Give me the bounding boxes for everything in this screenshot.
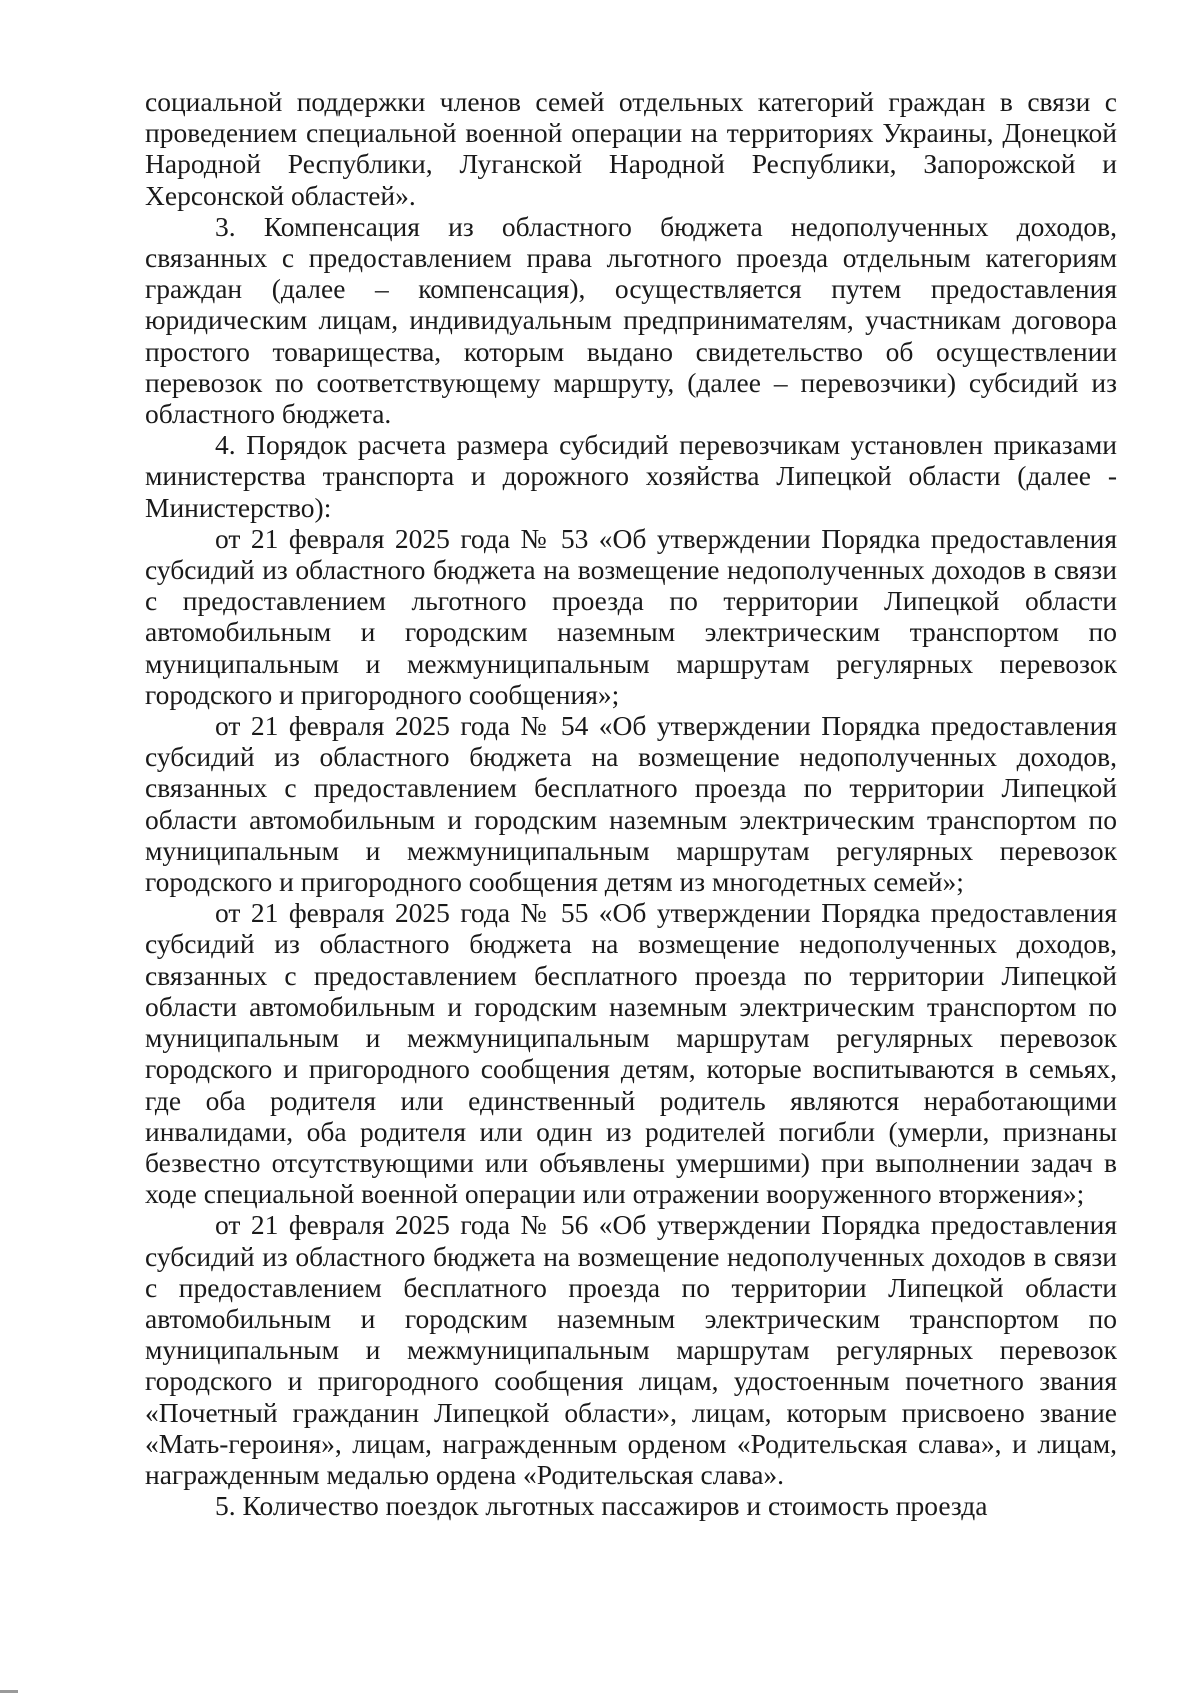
document-body	[145, 86, 1117, 1521]
paragraph-continuation: социальной поддержки членов семей отдельных категорий граждан в связи с проведением специальной военной операции на территориях Украины, Донецкой Народной Республики, Луганской Народной Республики, Запорожской и Херсонской областей».	[145, 86, 1117, 211]
paragraph-order-55: от 21 февраля 2025 года № 55 «Об утверждении Порядка предоставления субсидий из областного бюджета на возмещение недополученных доходов, связанных с предоставлением бесплатного проезда по территории Липецкой области автомобильным и городским наземным электрическим транспортом по муниципальным и межмуниципальным маршрутам регулярных перевозок городского и пригородного сообщения детям, которые воспитываются в семьях, где оба родителя или единственный родитель являются неработающими инвалидами, оба родителя или один из родителей погибли (умерли, признаны безвестно отсутствующими или объявлены умершими) при выполнении задач в ходе специальной военной операции или отражении вооруженного вторжения»;	[145, 897, 1117, 1210]
scan-edge-mark	[0, 1690, 18, 1693]
paragraph-order-53: от 21 февраля 2025 года № 53 «Об утверждении Порядка предоставления субсидий из областного бюджета на возмещение недополученных доходов в связи с предоставлением льготного проезда по территории Липецкой области автомобильным и городским наземным электрическим транспортом по муниципальным и межмуниципальным маршрутам регулярных перевозок городского и пригородного сообщения»;	[145, 522, 1117, 710]
paragraph-order-56: от 21 февраля 2025 года № 56 «Об утверждении Порядка предоставления субсидий из областного бюджета на возмещение недополученных доходов в связи с предоставлением бесплатного проезда по территории Липецкой области автомобильным и городским наземным электрическим транспортом по муниципальным и межмуниципальным маршрутам регулярных перевозок городского и пригородного сообщения лицам, удостоенным почетного звания «Почетный гражданин Липецкой области», лицам, которым присвоено звание «Мать-героиня», лицам, награжденным орденом «Родительская слава», и лицам, награжденным медалью ордена «Родительская слава».	[145, 1209, 1117, 1490]
paragraph-order-54: от 21 февраля 2025 года № 54 «Об утверждении Порядка предоставления субсидий из областного бюджета на возмещение недополученных доходов, связанных с предоставлением бесплатного проезда по территории Липецкой области автомобильным и городским наземным электрическим транспортом по муниципальным и межмуниципальным маршрутам регулярных перевозок городского и пригородного сообщения детям из многодетных семей»;	[145, 710, 1117, 898]
paragraph-item-4: 4. Порядок расчета размера субсидий перевозчикам установлен приказами министерства транспорта и дорожного хозяйства Липецкой области (далее - Министерство):	[145, 429, 1117, 523]
paragraph-item-3: 3. Компенсация из областного бюджета недополученных доходов, связанных с предоставлением права льготного проезда отдельным категориям граждан (далее – компенсация), осуществляется путем предоставления юридическим лицам, индивидуальным предпринимателям, участникам договора простого товарищества, которым выдано свидетельство об осуществлении перевозок по соответствующему маршруту, (далее – перевозчики) субсидий из областного бюджета.	[145, 210, 1117, 430]
paragraph-item-5: 5. Количество поездок льготных пассажиров и стоимость проезда	[215, 1490, 988, 1522]
